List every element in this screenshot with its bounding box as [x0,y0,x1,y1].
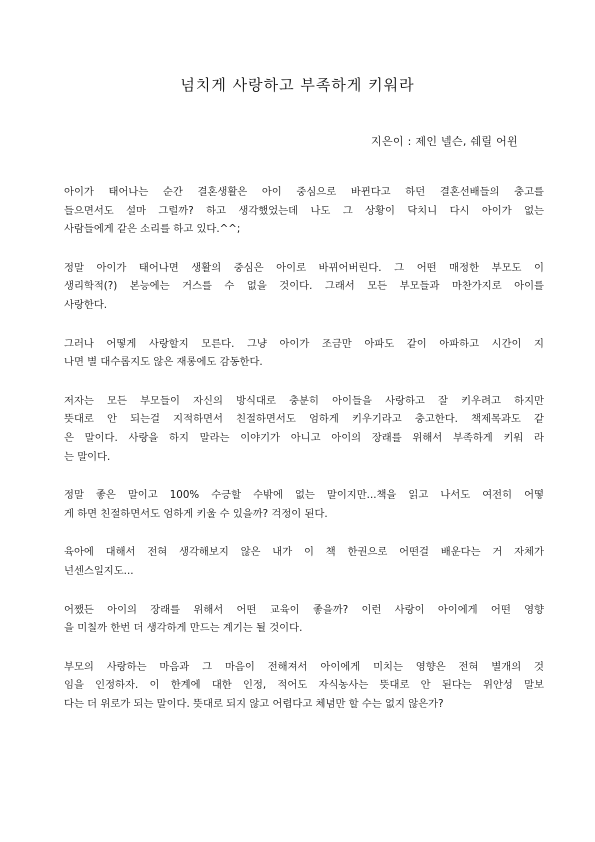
text-line: 아이가 태어나는 순간 결혼생활은 아이 중심으로 바뀐다고 하던 결혼선배들의 충고를 [64,186,544,198]
text-line: 정말 좋은 말이고 100% 수긍할 수밖에 없는 말이지만...책을 읽고 나서도 여전히 어떻 [64,489,544,502]
paragraph [64,392,544,466]
text-line: 부모의 사랑하는 마음과 그 마음이 전해져서 아이에게 미치는 영향은 전혀 별개의 것 [64,660,544,673]
text-line: 생리학적(?) 본능에는 거스를 수 없을 것이다. 그래서 모든 부모들과 마찬가지로 아이를 [64,280,544,293]
paragraph [64,658,544,714]
text-line: 넌센스일지도... [64,564,134,577]
text-line: 저자는 모든 부모들이 자신의 방식대로 충분히 아이들을 사랑하고 잘 키우려고 하지만 [64,394,544,407]
paragraph [64,543,544,580]
text-line: 을 미칠까 한번 더 생각하게 만드는 계기는 될 것이다. [64,622,303,635]
text-line: 뜻대로 안 되는걸 지적하면서 친절하면서도 엄하게 키우기라고 충고한다. 책제목과도 같 [64,413,544,426]
paragraph [64,601,544,638]
text-line: 는 말이다. [64,450,111,463]
text-line: 사랑한다. [64,298,108,311]
paragraph [64,259,544,315]
text-line: 그러나 어떻게 사랑할지 모른다. 그냥 아이가 조금만 아파도 같이 아파하고 시간이 지 [64,337,544,350]
text-line: 어쨌든 아이의 장래를 위해서 어떤 교육이 좋을까? 이런 사랑이 아이에게 어떤 영향 [64,603,544,616]
text-line: 정말 아이가 태어나면 생활의 중심은 아이로 바뀌어버린다. 그 어떤 매정한 부모도 이 [64,261,544,274]
text-line: 들으면서도 설마 그럴까? 하고 생각했었는데 나도 그 상황이 닥치니 다시 아이가 없는 [64,204,544,217]
paragraph [64,335,544,372]
text-line: 다는 더 위로가 되는 말이다. 뜻대로 되지 않고 어렵다고 체념만 할 수는 없지 않은가? [64,697,444,710]
document-title: 넘치게 사랑하고 부족하게 키워라 [180,76,415,94]
document-body [64,183,544,733]
author-line: 지은이 : 제인 넬슨, 쉐릴 어윈 [371,135,518,148]
text-line: 은 말이다. 사랑을 하지 말라는 이야기가 아니고 아이의 장래를 위해서 부족하게 키워 라 [64,431,544,444]
paragraph [64,486,544,523]
text-line: 나면 별 대수롭지도 않은 재롱에도 감동한다. [64,356,263,369]
text-line: 사람들에게 같은 소리를 하고 있다.^^; [64,223,241,236]
text-line: 육아에 대해서 전혀 생각해보지 않은 내가 이 책 한권으로 어떤걸 배운다는 거 자체가 [64,546,544,559]
text-line: 임을 인정하자. 이 한계에 대한 인정, 적어도 자식농사는 뜻대로 안 된다는 위안성 말보 [64,679,544,692]
paragraph [64,183,544,239]
text-line: 게 하면 친절하면서도 엄하게 키울 수 있을까? 걱정이 된다. [64,507,328,520]
